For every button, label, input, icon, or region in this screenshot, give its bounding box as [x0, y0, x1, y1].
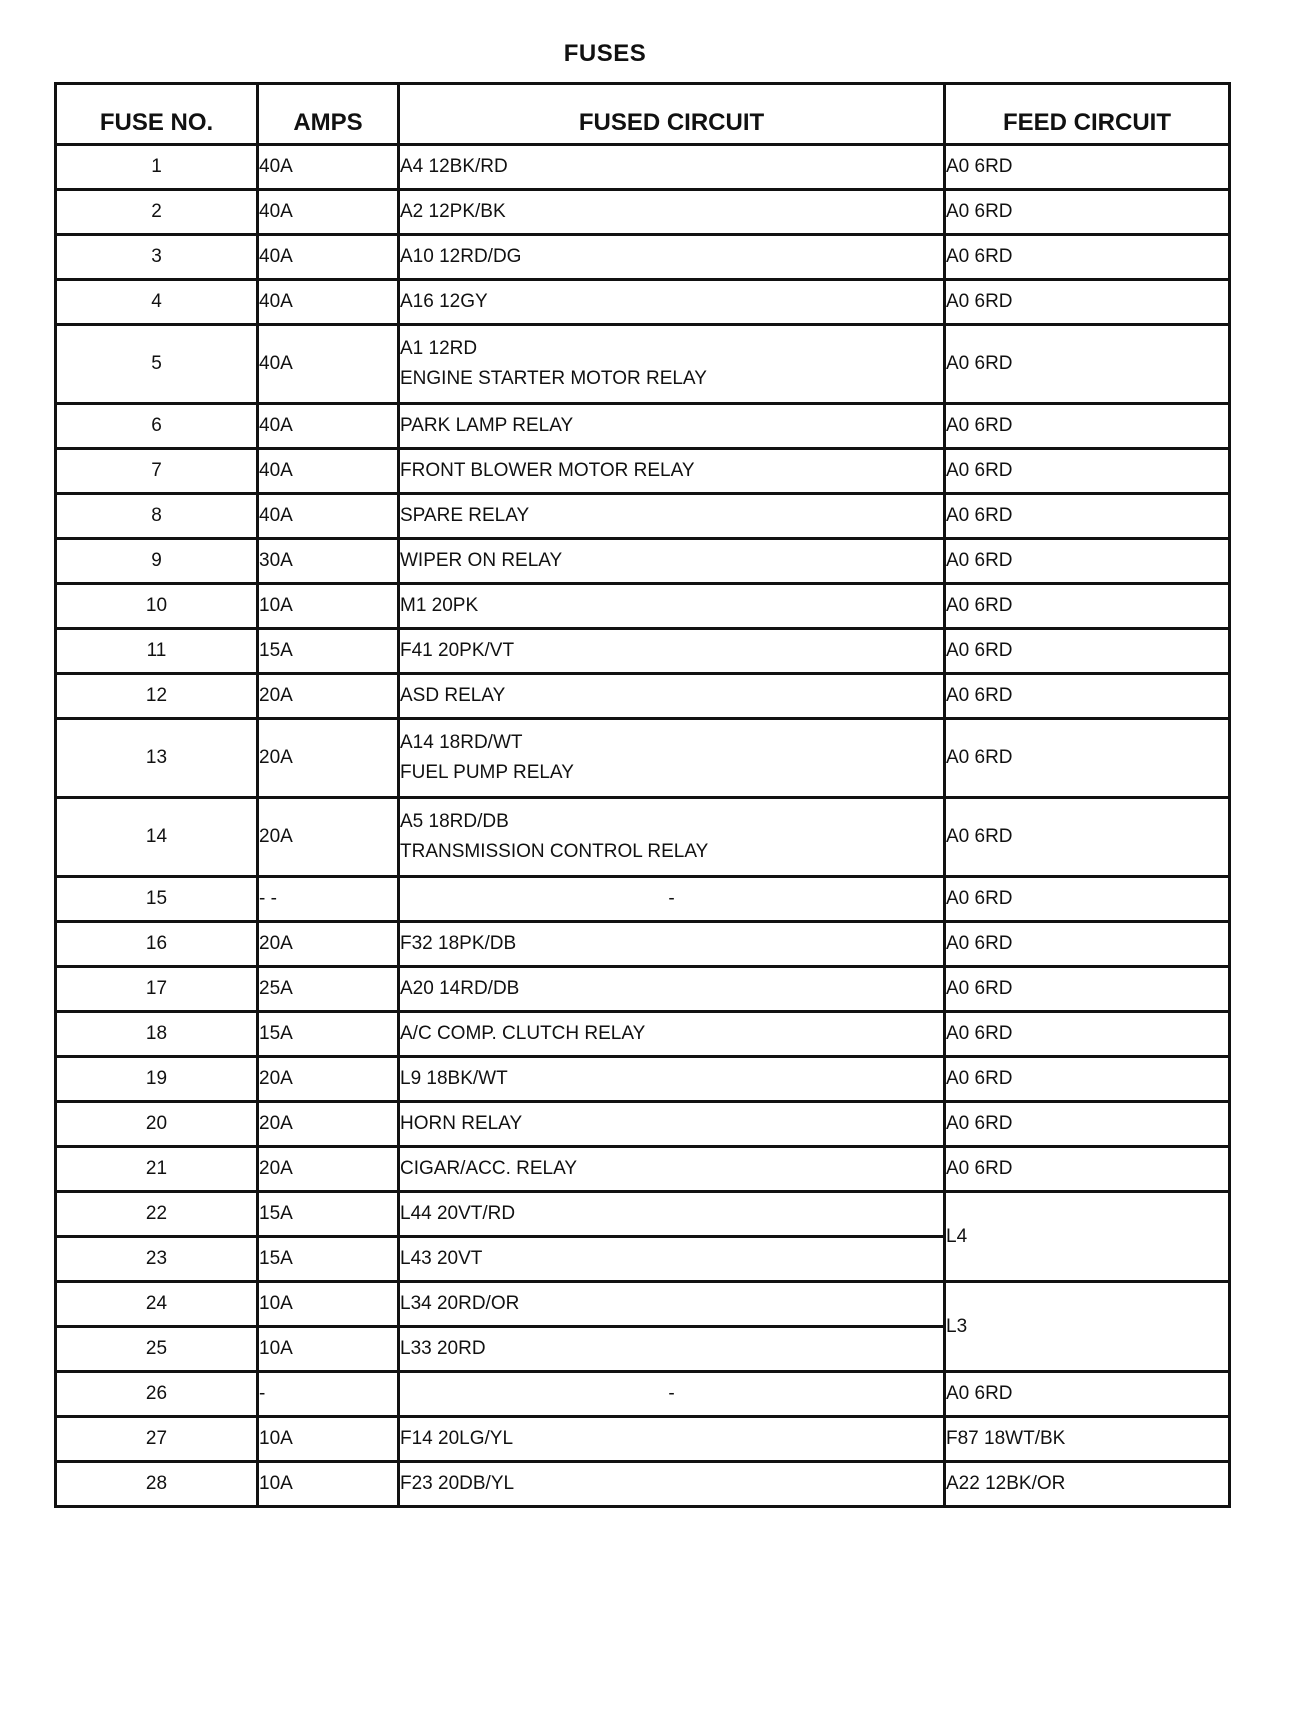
fuse-number: 16: [56, 922, 258, 967]
amps-value: 40A: [258, 145, 399, 190]
table-row: [56, 584, 1230, 629]
fused-circuit-line: A20 14RD/DB: [400, 978, 520, 999]
amps-value: 15A: [258, 1237, 399, 1282]
fuse-number: 15: [56, 877, 258, 922]
fuse-number: 1: [56, 145, 258, 190]
fuse-number: 27: [56, 1417, 258, 1462]
fuse-number: 22: [56, 1192, 258, 1237]
feed-circuit: A0 6RD: [945, 235, 1230, 280]
fuse-number: 26: [56, 1372, 258, 1417]
table-header-row: [56, 84, 1230, 145]
table-row: [56, 1102, 1230, 1147]
amps-value: 10A: [258, 1282, 399, 1327]
header-amps: AMPS: [258, 84, 399, 145]
fused-circuit: [399, 629, 945, 674]
amps-value: 20A: [258, 1147, 399, 1192]
amps-value: 20A: [258, 1102, 399, 1147]
feed-circuit: A0 6RD: [945, 280, 1230, 325]
feed-circuit: F87 18WT/BK: [945, 1417, 1230, 1462]
table-row: [56, 629, 1230, 674]
amps-value: 15A: [258, 1192, 399, 1237]
fuse-number: 25: [56, 1327, 258, 1372]
fused-circuit-line: A1 12RD: [400, 338, 478, 359]
fused-circuit: [399, 325, 945, 404]
fused-circuit-line: A5 18RD/DB: [400, 811, 509, 832]
fused-circuit-line: F14 20LG/YL: [400, 1428, 514, 1449]
feed-circuit: L4: [945, 1192, 1230, 1282]
fused-circuit: [399, 1102, 945, 1147]
fused-circuit: [399, 449, 945, 494]
fuse-number: 6: [56, 404, 258, 449]
feed-circuit: A0 6RD: [945, 674, 1230, 719]
table-row: [56, 674, 1230, 719]
table-row: [56, 190, 1230, 235]
table-row: [56, 798, 1230, 877]
fused-circuit: [399, 1417, 945, 1462]
feed-circuit: A0 6RD: [945, 1057, 1230, 1102]
feed-circuit: A0 6RD: [945, 719, 1230, 798]
fused-circuit-line: F41 20PK/VT: [400, 640, 515, 661]
amps-value: 20A: [258, 1057, 399, 1102]
fuse-number: 23: [56, 1237, 258, 1282]
feed-circuit: A0 6RD: [945, 190, 1230, 235]
fused-circuit: [399, 404, 945, 449]
fused-circuit-line: SPARE RELAY: [400, 505, 530, 526]
feed-circuit: A0 6RD: [945, 404, 1230, 449]
fuse-number: 4: [56, 280, 258, 325]
amps-value: 30A: [258, 539, 399, 584]
table-row: [56, 877, 1230, 922]
table-row: [56, 404, 1230, 449]
feed-circuit: A0 6RD: [945, 1012, 1230, 1057]
feed-circuit: A22 12BK/OR: [945, 1462, 1230, 1507]
fused-circuit: [399, 235, 945, 280]
fused-circuit: [399, 798, 945, 877]
table-row: [56, 719, 1230, 798]
amps-value: -: [258, 1372, 399, 1417]
feed-circuit: A0 6RD: [945, 325, 1230, 404]
table-row: [56, 1372, 1230, 1417]
feed-circuit: A0 6RD: [945, 584, 1230, 629]
feed-circuit: A0 6RD: [945, 877, 1230, 922]
fuse-number: 24: [56, 1282, 258, 1327]
header-fuse-no: FUSE NO.: [56, 84, 258, 145]
fused-circuit-line: -: [668, 888, 675, 909]
fused-circuit-line: F23 20DB/YL: [400, 1473, 515, 1494]
fused-circuit: [399, 674, 945, 719]
fused-circuit: [399, 1192, 945, 1237]
table-row: [56, 922, 1230, 967]
feed-circuit: A0 6RD: [945, 967, 1230, 1012]
fused-circuit: [399, 1462, 945, 1507]
fuse-number: 7: [56, 449, 258, 494]
table-row: [56, 1057, 1230, 1102]
fused-circuit-line: A14 18RD/WT: [400, 732, 523, 753]
amps-value: - -: [258, 877, 399, 922]
amps-value: 10A: [258, 1417, 399, 1462]
fuse-number: 20: [56, 1102, 258, 1147]
fused-circuit: [399, 1012, 945, 1057]
amps-value: 40A: [258, 404, 399, 449]
fused-circuit: [399, 1372, 945, 1417]
amps-value: 15A: [258, 1012, 399, 1057]
fused-circuit-line: L43 20VT: [400, 1248, 483, 1269]
fused-circuit: [399, 877, 945, 922]
amps-value: 40A: [258, 325, 399, 404]
feed-circuit: A0 6RD: [945, 1147, 1230, 1192]
table-row: [56, 494, 1230, 539]
amps-value: 40A: [258, 449, 399, 494]
fuse-number: 5: [56, 325, 258, 404]
amps-value: 40A: [258, 494, 399, 539]
fused-circuit: [399, 280, 945, 325]
fuse-number: 19: [56, 1057, 258, 1102]
fused-circuit: [399, 922, 945, 967]
fuse-number: 11: [56, 629, 258, 674]
fused-circuit-line: PARK LAMP RELAY: [400, 415, 574, 436]
table-row: [56, 1147, 1230, 1192]
header-feed-circuit: FEED CIRCUIT: [945, 84, 1230, 145]
amps-value: 10A: [258, 1462, 399, 1507]
table-row: [56, 1417, 1230, 1462]
amps-value: 20A: [258, 922, 399, 967]
fused-circuit-line: A2 12PK/BK: [400, 201, 506, 222]
fused-circuit-line: L44 20VT/RD: [400, 1203, 516, 1224]
fuse-number: 14: [56, 798, 258, 877]
amps-value: 20A: [258, 674, 399, 719]
fuses-table: [54, 82, 1231, 1508]
fuse-number: 10: [56, 584, 258, 629]
feed-circuit: A0 6RD: [945, 145, 1230, 190]
header-fused-circuit: FUSED CIRCUIT: [399, 84, 945, 145]
fused-circuit-line: HORN RELAY: [400, 1113, 523, 1134]
fuse-number: 2: [56, 190, 258, 235]
fused-circuit: [399, 719, 945, 798]
feed-circuit: L3: [945, 1282, 1230, 1372]
fuses-table-body: [56, 145, 1230, 1507]
amps-value: 10A: [258, 1327, 399, 1372]
amps-value: 15A: [258, 629, 399, 674]
table-row: [56, 235, 1230, 280]
fused-circuit: [399, 494, 945, 539]
feed-circuit: A0 6RD: [945, 494, 1230, 539]
table-row: [56, 1282, 1230, 1327]
fused-circuit: [399, 967, 945, 1012]
fused-circuit-line: TRANSMISSION CONTROL RELAY: [400, 841, 709, 862]
fused-circuit-line: ASD RELAY: [400, 685, 506, 706]
fuse-number: 9: [56, 539, 258, 584]
table-row: [56, 449, 1230, 494]
feed-circuit: A0 6RD: [945, 629, 1230, 674]
fuse-number: 3: [56, 235, 258, 280]
fused-circuit-line: L33 20RD: [400, 1338, 486, 1359]
fused-circuit: [399, 584, 945, 629]
fused-circuit-line: WIPER ON RELAY: [400, 550, 563, 571]
fused-circuit: [399, 145, 945, 190]
fused-circuit-line: M1 20PK: [400, 595, 479, 616]
amps-value: 25A: [258, 967, 399, 1012]
fused-circuit: [399, 1237, 945, 1282]
fused-circuit-line: FRONT BLOWER MOTOR RELAY: [400, 460, 695, 481]
fuse-number: 21: [56, 1147, 258, 1192]
fused-circuit-line: L9 18BK/WT: [400, 1068, 508, 1089]
fused-circuit-line: -: [668, 1383, 675, 1404]
fused-circuit: [399, 1327, 945, 1372]
fused-circuit-line: F32 18PK/DB: [400, 933, 517, 954]
amps-value: 40A: [258, 190, 399, 235]
amps-value: 20A: [258, 719, 399, 798]
feed-circuit: A0 6RD: [945, 539, 1230, 584]
fused-circuit-line: A10 12RD/DG: [400, 246, 522, 267]
fused-circuit-line: ENGINE STARTER MOTOR RELAY: [400, 368, 707, 389]
fused-circuit: [399, 539, 945, 584]
fused-circuit-line: A/C COMP. CLUTCH RELAY: [400, 1023, 646, 1044]
page-title: FUSES: [563, 40, 647, 67]
amps-value: 20A: [258, 798, 399, 877]
table-row: [56, 145, 1230, 190]
table-row: [56, 967, 1230, 1012]
table-row: [56, 1192, 1230, 1237]
feed-circuit: A0 6RD: [945, 1372, 1230, 1417]
fuse-number: 12: [56, 674, 258, 719]
amps-value: 40A: [258, 235, 399, 280]
fused-circuit-line: A16 12GY: [400, 291, 488, 312]
fused-circuit: [399, 1147, 945, 1192]
fused-circuit: [399, 1057, 945, 1102]
table-row: [56, 325, 1230, 404]
fuse-number: 13: [56, 719, 258, 798]
feed-circuit: A0 6RD: [945, 798, 1230, 877]
amps-value: 40A: [258, 280, 399, 325]
table-row: [56, 280, 1230, 325]
table-row: [56, 539, 1230, 584]
fuse-number: 8: [56, 494, 258, 539]
fused-circuit: [399, 1282, 945, 1327]
fused-circuit: [399, 190, 945, 235]
fused-circuit-line: L34 20RD/OR: [400, 1293, 520, 1314]
feed-circuit: A0 6RD: [945, 449, 1230, 494]
amps-value: 10A: [258, 584, 399, 629]
fuse-number: 28: [56, 1462, 258, 1507]
table-row: [56, 1012, 1230, 1057]
feed-circuit: A0 6RD: [945, 1102, 1230, 1147]
feed-circuit: A0 6RD: [945, 922, 1230, 967]
fused-circuit-line: A4 12BK/RD: [400, 156, 508, 177]
fuse-number: 18: [56, 1012, 258, 1057]
table-row: [56, 1462, 1230, 1507]
fused-circuit-line: CIGAR/ACC. RELAY: [400, 1158, 578, 1179]
fused-circuit-line: FUEL PUMP RELAY: [400, 762, 574, 783]
fuse-number: 17: [56, 967, 258, 1012]
